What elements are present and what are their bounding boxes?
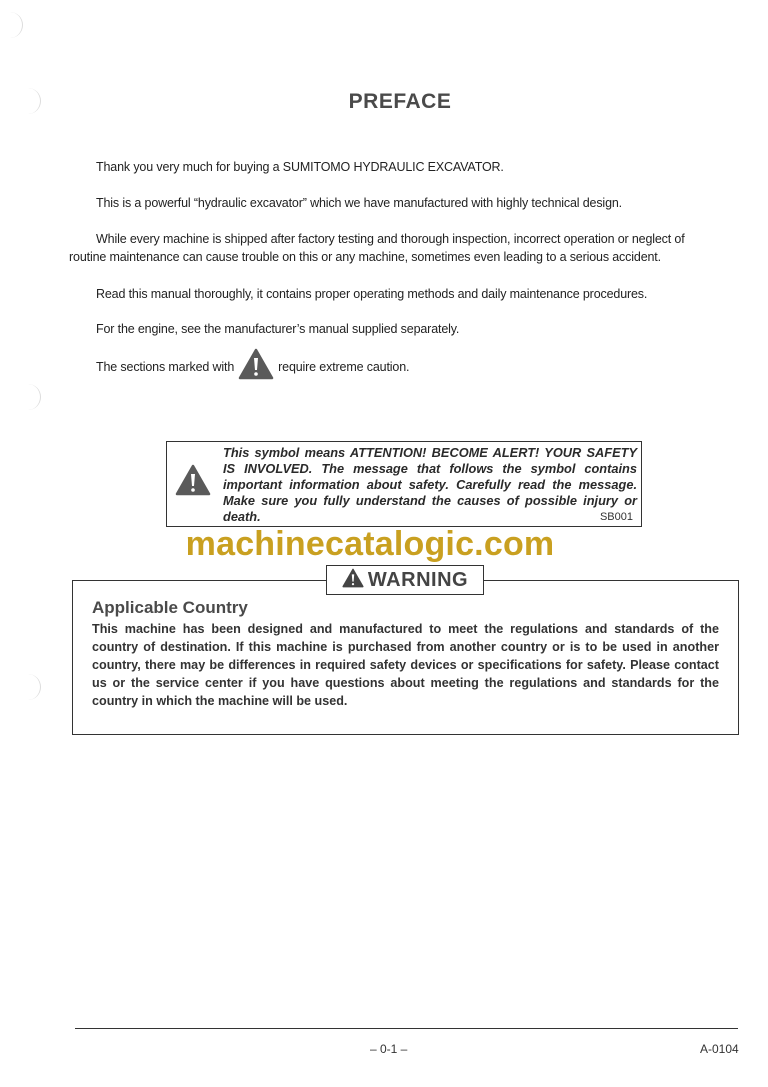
warning-body: This machine has been designed and manufactured to meet the regulations and standards of the country of destination. If this machine is purchased from another country or is to be used in another country, there may be differences in required safety devices or specifications for safety. Please contact us or the service center if you have questions about meeting the regulations and standards for the country in which the machine will be used. (92, 622, 719, 708)
punch-hole-mark (22, 674, 41, 700)
attention-notice-text: This symbol means ATTENTION! BECOME ALERT! YOUR SAFETY IS INVOLVED. The message that follows the symbol contains important information about safety. Carefully read the message. Make sure you fully understand the causes of possible injury or death. (223, 445, 637, 524)
attention-notice-box (166, 441, 642, 527)
footer-rule (75, 1028, 738, 1029)
intro-paragraph: This is a powerful “hydraulic excavator” which we have manufactured with highly technical design. (96, 196, 622, 210)
warning-header (326, 565, 484, 595)
intro-paragraph: Read this manual thoroughly, it contains proper operating methods and daily maintenance procedures. (96, 287, 648, 301)
warning-triangle-icon (342, 568, 364, 593)
warning-header-label: WARNING (367, 568, 469, 591)
document-code: A-0104 (700, 1042, 739, 1056)
intro-paragraph: While every machine is shipped after factory testing and thorough inspection, incorrect operation or neglect of (96, 232, 685, 246)
intro-paragraph: routine maintenance can cause trouble on this or any machine, sometimes even leading to a serious accident. (69, 250, 661, 264)
notice-code: SB001 (599, 511, 633, 523)
caution-line (96, 348, 409, 386)
caution-line-before: The sections marked with (96, 359, 235, 374)
warning-triangle-icon (238, 348, 274, 386)
intro-paragraph: Thank you very much for buying a SUMITOMO HYDRAULIC EXCAVATOR. (96, 160, 504, 174)
punch-hole-mark (4, 12, 23, 38)
warning-title: Applicable Country (92, 598, 248, 617)
intro-paragraph: For the engine, see the manufacturer’s manual supplied separately. (96, 322, 460, 336)
watermark: machinecatalogic.com (185, 525, 555, 563)
page-number: – 0-1 – (370, 1042, 408, 1056)
page-title: PREFACE (348, 90, 452, 113)
caution-line-after: require extreme caution. (278, 359, 410, 374)
punch-hole-mark (22, 384, 41, 410)
warning-triangle-icon (175, 464, 211, 501)
